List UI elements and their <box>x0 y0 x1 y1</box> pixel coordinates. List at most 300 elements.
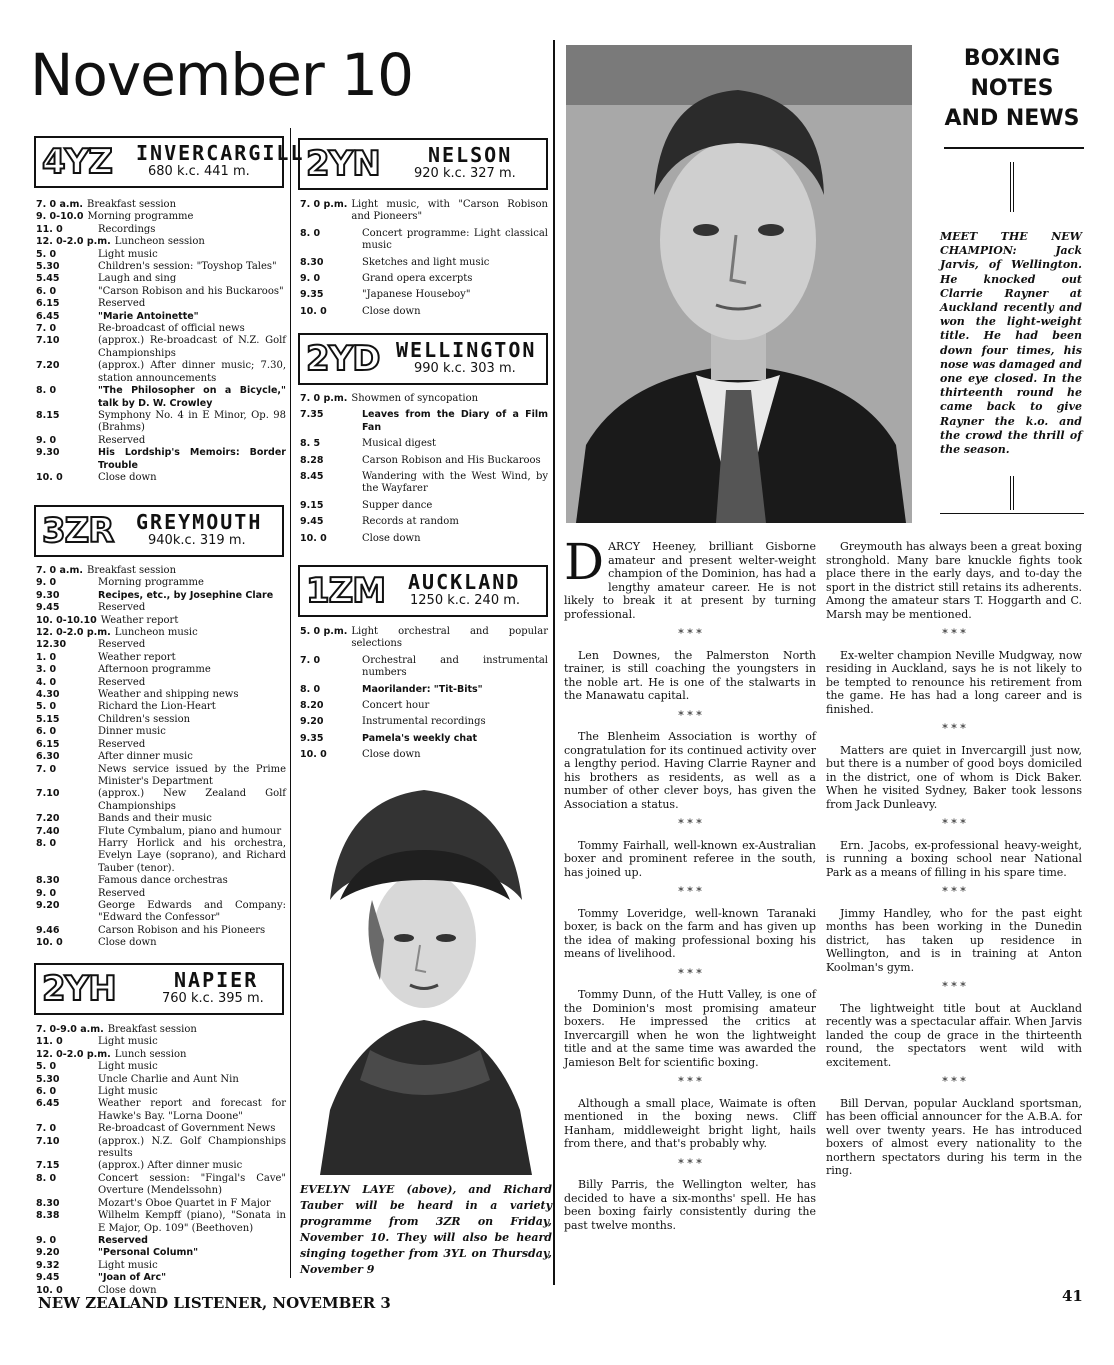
schedule-time: 7.35 <box>300 409 324 421</box>
schedule-entry <box>300 533 548 545</box>
schedule-time: 10. 0 <box>36 1284 63 1296</box>
schedule-programme: Carson Robison and his Pioneers <box>98 924 266 936</box>
paragraph: ARCY Heeney, brilliant Gisborne amateur and present welter-weight champion of the Dominion, has had a lengthy amateur career. He is not likely to break it at present by turning professional. <box>564 540 817 621</box>
schedule-entry <box>36 385 286 410</box>
jack-jarvis-caption: MEET THE NEW CHAMPION: Jack Jarvis, of Wellington. He knocked out Clarrie Rayner at Auckland recently and won the light-weight title. He had been down four times, his nose was damaged and one eye closed. In the thirteenth round he came back to give Rayner the k.o. and the crowd the thrill of the season. <box>940 230 1082 457</box>
schedule-entry <box>36 1198 286 1210</box>
schedule-entry <box>36 788 286 813</box>
schedule-entry <box>36 273 286 285</box>
schedule-programme: Luncheon session <box>114 236 205 248</box>
schedule-time: 5.30 <box>36 1073 60 1085</box>
schedule-entry <box>300 228 548 253</box>
paragraph: Tommy Fairhall, well-known ex-Australian boxer and prominent referee in the south, has joined up. <box>564 838 816 879</box>
schedule-entry <box>300 700 548 712</box>
schedule-programme: Showmen of syncopation <box>351 393 479 404</box>
schedule-entry <box>36 888 286 900</box>
station-frequency: 940k.c. 319 m. <box>148 533 246 548</box>
schedule-time: 3. 0 <box>36 664 57 676</box>
schedule-time: 7. 0 a.m. <box>36 565 83 576</box>
schedule-2yd <box>300 393 548 549</box>
schedule-time: 6. 0 <box>36 726 57 738</box>
schedule-time: 9. 0 <box>36 887 57 899</box>
schedule-time: 8.38 <box>36 1210 60 1222</box>
schedule-time: 6.45 <box>36 310 60 322</box>
boxing-heading <box>940 44 1084 134</box>
schedule-entry <box>36 1260 286 1272</box>
column-divider <box>553 40 555 1285</box>
schedule-programme: Grand opera excerpts <box>362 273 473 285</box>
schedule-time: 8.30 <box>36 1197 60 1209</box>
station-city: NELSON <box>428 143 513 167</box>
schedule-entry <box>36 249 286 261</box>
schedule-entry <box>36 360 286 385</box>
boxing-article-column-2 <box>826 540 1082 1178</box>
schedule-entry <box>300 516 548 528</box>
schedule-programme: Musical digest <box>362 438 437 450</box>
schedule-programme: Dinner music <box>98 726 166 738</box>
schedule-entry <box>36 1098 286 1123</box>
schedule-programme: Light music <box>98 248 158 260</box>
schedule-entry <box>36 875 286 887</box>
schedule-entry <box>300 455 548 467</box>
schedule-entry <box>36 590 286 602</box>
schedule-entry <box>36 298 286 310</box>
schedule-entry <box>36 1061 286 1073</box>
schedule-time: 12. 0-2.0 p.m. <box>36 1048 111 1060</box>
schedule-programme: Light music <box>98 1086 158 1098</box>
schedule-programme: Breakfast session <box>86 565 177 576</box>
schedule-entry <box>36 199 286 211</box>
schedule-programme: Harry Horlick and his orchestra, Evelyn Laye (soprano), and Richard Tauber (tenor). <box>98 837 286 874</box>
schedule-programme: Laugh and sing <box>98 273 177 285</box>
drop-cap: D <box>564 533 605 591</box>
schedule-programme: Reserved <box>98 887 146 899</box>
schedule-programme: Recordings <box>98 223 156 235</box>
separator-stars: * * * <box>678 885 702 898</box>
schedule-entry <box>36 826 286 838</box>
schedule-time: 5. 0 p.m. <box>300 626 348 637</box>
schedule-time: 5. 0 <box>36 701 57 713</box>
schedule-programme: Concert hour <box>362 700 430 712</box>
station-call: 1ZM <box>306 571 386 611</box>
schedule-programme: Orchestral and instrumental numbers <box>362 654 548 679</box>
schedule-time: 4.30 <box>36 689 60 701</box>
schedule-programme: His Lordship's Memoirs: Border Trouble <box>98 447 286 471</box>
schedule-entry <box>36 1074 286 1086</box>
station-frequency: 760 k.c. 395 m. <box>162 991 264 1006</box>
schedule-3zr <box>36 565 286 950</box>
schedule-programme: Afternoon programme <box>98 664 211 676</box>
paragraph: Billy Parris, the Wellington welter, has decided to have a six-months' spell. He has been boxing fairly consistently during the past twelve months. <box>564 1178 816 1232</box>
schedule-entry <box>36 335 286 360</box>
schedule-time: 9.35 <box>300 732 324 744</box>
schedule-time: 6.15 <box>36 738 60 750</box>
schedule-time: 7.20 <box>36 813 60 825</box>
schedule-time: 9.20 <box>300 716 324 728</box>
boxing-heading-line3: AND NEWS <box>944 106 1080 131</box>
schedule-programme: Reserved <box>98 676 146 688</box>
schedule-programme: "Joan of Arc" <box>98 1272 167 1284</box>
schedule-programme: (approx.) N.Z. Golf Championships results <box>98 1135 286 1160</box>
schedule-entry <box>300 199 548 224</box>
jack-jarvis-portrait-illustration <box>566 45 912 523</box>
schedule-4yz <box>36 199 286 484</box>
column-divider <box>290 128 291 1278</box>
schedule-entry <box>300 500 548 512</box>
boxing-heading-line1: BOXING <box>963 46 1061 71</box>
schedule-entry <box>36 577 286 589</box>
schedule-time: 9.30 <box>36 589 60 601</box>
schedule-programme: Bands and their music <box>98 813 212 825</box>
station-call: 2YD <box>306 339 380 379</box>
schedule-programme: Weather report <box>100 614 179 626</box>
schedule-programme: Concert session: "Fingal's Cave" Overture (Mendelssohn) <box>98 1172 286 1197</box>
paragraph: Greymouth has always been a great boxing stronghold. Many bare knuckle fights took place there in the early days, and to-day the sport in the district still retains its adherents. Among the amateur stars T. Hoggarth and C. Marsh may be mentioned. <box>826 540 1082 621</box>
separator-stars: * * * <box>942 722 966 735</box>
schedule-programme: Lunch session <box>114 1048 187 1060</box>
schedule-time: 9.45 <box>36 602 60 614</box>
schedule-entry <box>36 900 286 925</box>
schedule-time: 7. 0 <box>36 763 57 775</box>
schedule-time: 10. 0-10.10 <box>36 614 97 626</box>
schedule-entry <box>36 1024 286 1036</box>
station-frequency: 680 k.c. 441 m. <box>148 164 250 179</box>
schedule-programme: Mozart's Oboe Quartet in F Major <box>98 1197 271 1209</box>
schedule-time: 5.45 <box>36 273 60 285</box>
separator-stars: * * * <box>942 627 966 640</box>
schedule-entry <box>36 627 286 639</box>
schedule-programme: Morning programme <box>87 211 194 223</box>
station-call: 4YZ <box>42 142 112 182</box>
schedule-time: 8.30 <box>36 875 60 887</box>
schedule-entry <box>36 435 286 447</box>
evelyn-laye-portrait-illustration <box>300 780 548 1175</box>
schedule-entry <box>36 447 286 472</box>
schedule-programme: Flute Cymbalum, piano and humour <box>98 825 282 837</box>
schedule-programme: Weather report and forecast for Hawke's Bay. "Lorna Doone" <box>98 1098 286 1122</box>
schedule-time: 10. 0 <box>300 749 327 761</box>
station-frequency: 1250 k.c. 240 m. <box>410 593 521 608</box>
schedule-time: 7.40 <box>36 825 60 837</box>
station-city: AUCKLAND <box>408 570 521 594</box>
schedule-programme: Reserved <box>98 298 146 310</box>
schedule-entry <box>36 925 286 937</box>
paragraph: Ern. Jacobs, ex-professional heavy-weight, is running a boxing school near National Park as a means of filling in his spare time. <box>826 838 1082 879</box>
schedule-entry <box>300 273 548 285</box>
schedule-time: 9. 0 <box>36 434 57 446</box>
schedule-entry <box>36 1210 286 1235</box>
divider <box>940 513 1084 514</box>
schedule-programme: Close down <box>98 937 157 949</box>
schedule-programme: Children's session: "Toyshop Tales" <box>98 261 277 273</box>
schedule-programme: Light music, with "Carson Robison and Pioneers" <box>351 199 548 223</box>
divider <box>1010 162 1014 212</box>
schedule-entry <box>300 393 548 405</box>
schedule-programme: "Japanese Houseboy" <box>362 289 471 301</box>
schedule-entry <box>36 677 286 689</box>
schedule-entry <box>36 639 286 651</box>
schedule-programme: Weather and shipping news <box>98 689 239 701</box>
schedule-time: 9.45 <box>300 516 324 528</box>
station-city: WELLINGTON <box>396 338 537 362</box>
divider <box>944 147 1084 149</box>
schedule-time: 8.28 <box>300 454 324 466</box>
paragraph: Ex-welter champion Neville Mudgway, now residing in Auckland, says he is not likely to be tempted to renounce his retirement from the game. He has had a long career and is finished. <box>826 648 1082 716</box>
schedule-time: 9.20 <box>36 1247 60 1259</box>
schedule-entry <box>36 1173 286 1198</box>
station-city: NAPIER <box>174 968 259 992</box>
schedule-time: 6. 0 <box>36 1086 57 1098</box>
schedule-entry <box>36 1272 286 1284</box>
schedule-entry <box>36 726 286 738</box>
divider <box>1010 476 1014 510</box>
schedule-entry <box>36 236 286 248</box>
separator-stars: * * * <box>678 627 702 640</box>
schedule-programme: Weather report <box>98 651 176 663</box>
schedule-entry <box>36 286 286 298</box>
schedule-programme: Breakfast session <box>107 1024 197 1035</box>
schedule-programme: Richard the Lion-Heart <box>98 701 216 713</box>
schedule-time: 5. 0 <box>36 1061 57 1073</box>
schedule-time: 9. 0 <box>36 1234 57 1246</box>
station-call: 2YH <box>42 969 116 1009</box>
schedule-entry <box>300 306 548 318</box>
schedule-programme: "Marie Antoinette" <box>98 310 199 322</box>
schedule-programme: Close down <box>98 471 157 483</box>
schedule-programme: Children's session <box>98 713 191 725</box>
schedule-programme: Re-broadcast of official news <box>98 323 245 335</box>
schedule-programme: (approx.) After dinner music; 7.30, station announcements <box>98 360 286 384</box>
schedule-entry <box>36 701 286 713</box>
schedule-entry <box>36 838 286 875</box>
schedule-programme: Reserved <box>98 434 146 446</box>
schedule-time: 5. 0 <box>36 248 57 260</box>
station-logo-2yh <box>34 963 284 1015</box>
schedule-time: 7. 0 p.m. <box>300 199 348 210</box>
separator-stars: * * * <box>678 708 702 722</box>
schedule-time: 8.20 <box>300 700 324 712</box>
schedule-time: 11. 0 <box>36 1036 63 1048</box>
schedule-entry <box>36 211 286 223</box>
schedule-time: 7.15 <box>36 1160 60 1172</box>
schedule-time: 9.46 <box>36 924 60 936</box>
schedule-entry <box>300 716 548 728</box>
schedule-entry <box>36 1086 286 1098</box>
schedule-time: 7. 0 <box>36 323 57 335</box>
schedule-time: 9. 0 <box>36 577 57 589</box>
schedule-2yh <box>36 1024 286 1297</box>
schedule-programme: Reserved <box>98 639 146 651</box>
separator-stars: * * * <box>678 817 702 830</box>
schedule-entry <box>36 751 286 763</box>
schedule-programme: Close down <box>362 305 421 317</box>
station-logo-2yn <box>298 138 548 190</box>
schedule-time: 9.45 <box>36 1272 60 1284</box>
schedule-entry <box>36 1160 286 1172</box>
schedule-entry <box>300 655 548 680</box>
schedule-time: 9.20 <box>36 899 60 911</box>
paragraph: Len Downes, the Palmerston North trainer, is still coaching the youngsters in the noble art. He is one of the stalwarts in the Manawatu capital. <box>564 648 816 702</box>
footer-publication: NEW ZEALAND LISTENER, NOVEMBER 3 <box>38 1294 391 1312</box>
separator-stars: * * * <box>678 966 702 980</box>
schedule-programme: Wilhelm Kempff (piano), "Sonata in E Major, Op. 109" (Beethoven) <box>98 1210 286 1234</box>
separator-stars: * * * <box>942 1075 966 1088</box>
schedule-entry <box>36 664 286 676</box>
schedule-programme: Wandering with the West Wind, by the Wayfarer <box>362 471 548 495</box>
schedule-time: 7.10 <box>36 788 60 800</box>
schedule-entry <box>36 1049 286 1061</box>
schedule-time: 12. 0-2.0 p.m. <box>36 236 111 248</box>
schedule-entry <box>300 626 548 651</box>
schedule-programme: Close down <box>362 532 421 544</box>
schedule-entry <box>36 311 286 323</box>
schedule-programme: After dinner music <box>98 751 193 763</box>
schedule-time: 8.30 <box>300 256 324 268</box>
schedule-time: 8. 0 <box>36 385 57 397</box>
schedule-entry <box>300 733 548 745</box>
schedule-programme: "Carson Robison and his Buckaroos" <box>98 285 284 297</box>
schedule-entry <box>36 689 286 701</box>
schedule-programme: Records at random <box>362 516 459 528</box>
paragraph: Tommy Loveridge, well-known Taranaki boxer, is back on the farm and has given up the idea of making professional boxing his means of livelihood. <box>564 906 816 960</box>
schedule-entry <box>36 261 286 273</box>
schedule-time: 9.30 <box>36 447 60 459</box>
paragraph: The Blenheim Association is worthy of congratulation for its continued activity over a lengthy period. Having Clarrie Rayner and his brothers as residents, as well as a number of other clever boys, has given the Association a status. <box>564 730 816 811</box>
schedule-programme: Close down <box>362 749 421 761</box>
jack-jarvis-photo <box>566 45 912 523</box>
schedule-entry <box>300 257 548 269</box>
station-frequency: 920 k.c. 327 m. <box>414 166 516 181</box>
footer-page-number: 41 <box>1062 1287 1083 1305</box>
schedule-entry <box>36 1247 286 1259</box>
schedule-time: 11. 0 <box>36 223 63 235</box>
evelyn-laye-photo <box>300 780 548 1175</box>
separator-stars: * * * <box>942 817 966 830</box>
schedule-programme: Morning programme <box>98 577 204 589</box>
schedule-programme: "Personal Column" <box>98 1247 199 1259</box>
schedule-time: 8. 5 <box>300 438 321 450</box>
schedule-entry <box>300 289 548 301</box>
schedule-programme: "The Philosopher on a Bicycle," talk by D. W. Crowley <box>98 385 286 409</box>
schedule-programme: Reserved <box>98 602 146 614</box>
schedule-programme: Reserved <box>98 738 146 750</box>
schedule-time: 9. 0 <box>300 273 321 285</box>
schedule-time: 10. 0 <box>36 471 63 483</box>
schedule-entry <box>36 652 286 664</box>
schedule-entry <box>36 1036 286 1048</box>
schedule-entry <box>300 749 548 761</box>
schedule-programme: Luncheon music <box>114 627 198 639</box>
schedule-time: 5.15 <box>36 713 60 725</box>
schedule-entry <box>36 472 286 484</box>
paragraph: Matters are quiet in Invercargill just now, but there is a number of good boys domiciled in the district, one of whom is Dick Baker. When he visited Sydney, Baker took lessons from Jack Dunleavy. <box>826 743 1082 811</box>
schedule-programme: Reserved <box>98 1234 148 1246</box>
station-frequency: 990 k.c. 303 m. <box>414 361 516 376</box>
schedule-entry <box>300 438 548 450</box>
schedule-2yn <box>300 199 548 322</box>
schedule-programme: Leaves from the Diary of a Film Fan <box>362 409 548 433</box>
schedule-programme: Supper dance <box>362 499 433 511</box>
schedule-entry <box>36 224 286 236</box>
station-logo-4yz <box>34 136 305 188</box>
schedule-time: 5.30 <box>36 261 60 273</box>
schedule-time: 1. 0 <box>36 651 57 663</box>
schedule-time: 8.15 <box>36 409 60 421</box>
schedule-time: 12.30 <box>36 639 67 651</box>
boxing-heading-line2: NOTES <box>970 76 1054 101</box>
schedule-time: 10. 0 <box>300 532 327 544</box>
page-title: November 10 <box>30 41 413 109</box>
schedule-time: 9. 0-10.0 <box>36 211 84 223</box>
schedule-time: 7. 0 <box>36 1123 57 1135</box>
station-logo-1zm <box>298 565 548 617</box>
schedule-entry <box>36 1123 286 1135</box>
schedule-time: 7. 0 a.m. <box>36 199 83 210</box>
schedule-time: 9.15 <box>300 499 324 511</box>
schedule-programme: Close down <box>98 1284 157 1296</box>
schedule-programme: (approx.) Re-broadcast of N.Z. Golf Championships <box>98 335 286 359</box>
schedule-entry <box>300 471 548 496</box>
schedule-time: 8. 0 <box>36 837 57 849</box>
schedule-time: 7.10 <box>36 335 60 347</box>
schedule-entry <box>36 714 286 726</box>
schedule-programme: Famous dance orchestras <box>98 875 228 887</box>
schedule-entry <box>36 1136 286 1161</box>
schedule-time: 9.35 <box>300 289 324 301</box>
schedule-programme: Light music <box>98 1259 158 1271</box>
schedule-time: 6.45 <box>36 1098 60 1110</box>
schedule-time: 7. 0 p.m. <box>300 393 348 404</box>
schedule-entry <box>36 323 286 335</box>
schedule-time: 8.45 <box>300 471 324 483</box>
schedule-programme: News service issued by the Prime Minister's Department <box>98 763 286 787</box>
station-city: INVERCARGILL <box>136 141 305 165</box>
schedule-programme: (approx.) After dinner music <box>98 1160 243 1172</box>
schedule-time: 7.10 <box>36 1135 60 1147</box>
schedule-entry <box>36 937 286 949</box>
schedule-programme: Light music <box>98 1036 158 1048</box>
separator-stars: * * * <box>678 1075 702 1088</box>
schedule-entry <box>36 764 286 789</box>
schedule-programme: Pamela's weekly chat <box>362 732 478 744</box>
schedule-entry <box>36 410 286 435</box>
schedule-entry <box>36 602 286 614</box>
schedule-time: 8. 0 <box>300 683 321 695</box>
station-logo-2yd <box>298 333 548 385</box>
schedule-programme: Concert programme: Light classical music <box>362 227 548 252</box>
schedule-entry <box>36 1235 286 1247</box>
schedule-programme: Symphony No. 4 in E Minor, Op. 98 (Brahms) <box>98 409 286 434</box>
schedule-time: 6. 0 <box>36 285 57 297</box>
schedule-entry <box>36 565 286 577</box>
paragraph: The lightweight title bout at Auckland recently was a spectacular affair. When Jarvis landed the coup de grace in the thirteenth round, the spectators went wild with excitement. <box>826 1001 1082 1069</box>
station-call: 3ZR <box>42 511 114 551</box>
schedule-entry <box>300 684 548 696</box>
schedule-programme: Uncle Charlie and Aunt Nin <box>98 1073 239 1085</box>
schedule-time: 8. 0 <box>300 227 321 239</box>
separator-stars: * * * <box>942 980 966 993</box>
separator-stars: * * * <box>942 885 966 898</box>
schedule-programme: Light orchestral and popular selections <box>351 626 548 650</box>
paragraph: Although a small place, Waimate is often mentioned in the boxing news. Cliff Hanham, middleweight bright light, hails from there, and that's probably why. <box>564 1096 816 1150</box>
schedule-programme: Carson Robison and His Buckaroos <box>362 454 541 466</box>
schedule-time: 6.30 <box>36 751 60 763</box>
schedule-programme: Maorilander: "Tit-Bits" <box>362 683 483 695</box>
schedule-entry <box>36 739 286 751</box>
schedule-programme: Breakfast session <box>86 199 177 210</box>
boxing-article-column-1 <box>564 533 817 1232</box>
schedule-programme: Recipes, etc., by Josephine Clare <box>98 589 274 601</box>
